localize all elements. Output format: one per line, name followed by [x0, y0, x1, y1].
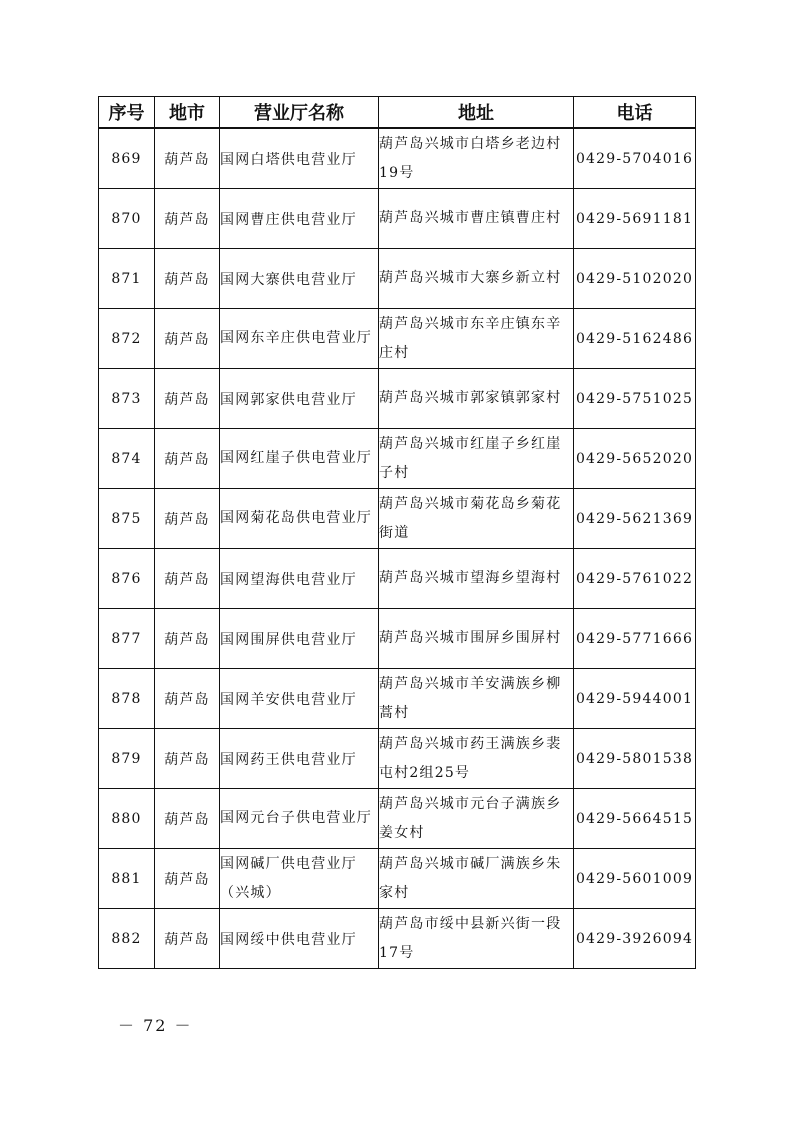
cell-address: 葫芦岛兴城市大寨乡新立村: [379, 249, 574, 309]
cell-address: 葫芦岛兴城市羊安满族乡柳蒿村: [379, 669, 574, 729]
cell-hall-name: 国网菊花岛供电营业厅: [220, 489, 379, 549]
page-number: － 72 －: [118, 1016, 193, 1035]
table-row: [99, 669, 696, 729]
header-city: 地市: [155, 97, 220, 129]
cell-number: 880: [99, 789, 155, 849]
cell-hall-name: 国网绥中供电营业厅: [220, 909, 379, 969]
cell-city: 葫芦岛: [155, 609, 220, 669]
cell-city: 葫芦岛: [155, 849, 220, 909]
cell-address: 葫芦岛兴城市碱厂满族乡朱家村: [379, 849, 574, 909]
cell-address: 葫芦岛兴城市东辛庄镇东辛庄村: [379, 309, 574, 369]
cell-city: 葫芦岛: [155, 669, 220, 729]
cell-phone: 0429-5691181: [574, 189, 696, 249]
cell-number: 877: [99, 609, 155, 669]
cell-city: 葫芦岛: [155, 189, 220, 249]
cell-hall-name: 国网东辛庄供电营业厅: [220, 309, 379, 369]
cell-phone: 0429-5761022: [574, 549, 696, 609]
cell-number: 879: [99, 729, 155, 789]
table-row: [99, 489, 696, 549]
header-phone: 电话: [574, 97, 696, 129]
header-address: 地址: [379, 97, 574, 129]
cell-hall-name: 国网元台子供电营业厅: [220, 789, 379, 849]
cell-phone: 0429-5944001: [574, 669, 696, 729]
table-row: [99, 309, 696, 369]
table-row: [99, 729, 696, 789]
cell-hall-name: 国网药王供电营业厅: [220, 729, 379, 789]
cell-phone: 0429-5751025: [574, 369, 696, 429]
cell-hall-name: 国网望海供电营业厅: [220, 549, 379, 609]
cell-address: 葫芦岛兴城市菊花岛乡菊花街道: [379, 489, 574, 549]
cell-number: 876: [99, 549, 155, 609]
table-row: [99, 249, 696, 309]
header-number: 序号: [99, 97, 155, 129]
cell-hall-name: 国网红崖子供电营业厅: [220, 429, 379, 489]
cell-city: 葫芦岛: [155, 369, 220, 429]
cell-number: 870: [99, 189, 155, 249]
cell-number: 878: [99, 669, 155, 729]
cell-address: 葫芦岛兴城市围屏乡围屏村: [379, 609, 574, 669]
cell-phone: 0429-5652020: [574, 429, 696, 489]
cell-number: 873: [99, 369, 155, 429]
cell-phone: 0429-3926094: [574, 909, 696, 969]
table-row: [99, 549, 696, 609]
cell-city: 葫芦岛: [155, 549, 220, 609]
cell-number: 869: [99, 128, 155, 189]
cell-number: 881: [99, 849, 155, 909]
cell-address: 葫芦岛兴城市白塔乡老边村19号: [379, 128, 574, 189]
cell-hall-name: 国网羊安供电营业厅: [220, 669, 379, 729]
cell-city: 葫芦岛: [155, 789, 220, 849]
cell-address: 葫芦岛兴城市元台子满族乡姜女村: [379, 789, 574, 849]
cell-number: 875: [99, 489, 155, 549]
cell-address: 葫芦岛兴城市郭家镇郭家村: [379, 369, 574, 429]
table-row: [99, 789, 696, 849]
cell-hall-name: 国网曹庄供电营业厅: [220, 189, 379, 249]
table-row: [99, 909, 696, 969]
cell-city: 葫芦岛: [155, 729, 220, 789]
cell-city: 葫芦岛: [155, 309, 220, 369]
cell-city: 葫芦岛: [155, 429, 220, 489]
cell-number: 882: [99, 909, 155, 969]
cell-city: 葫芦岛: [155, 249, 220, 309]
cell-number: 872: [99, 309, 155, 369]
cell-city: 葫芦岛: [155, 489, 220, 549]
cell-phone: 0429-5601009: [574, 849, 696, 909]
cell-address: 葫芦岛市绥中县新兴街一段17号: [379, 909, 574, 969]
cell-address: 葫芦岛兴城市曹庄镇曹庄村: [379, 189, 574, 249]
cell-hall-name: 国网碱厂供电营业厅（兴城）: [220, 849, 379, 909]
table-row: [99, 189, 696, 249]
table-header-row: [99, 97, 696, 129]
cell-hall-name: 国网白塔供电营业厅: [220, 128, 379, 189]
cell-address: 葫芦岛兴城市红崖子乡红崖子村: [379, 429, 574, 489]
cell-city: 葫芦岛: [155, 128, 220, 189]
cell-phone: 0429-5162486: [574, 309, 696, 369]
cell-address: 葫芦岛兴城市望海乡望海村: [379, 549, 574, 609]
cell-hall-name: 国网围屏供电营业厅: [220, 609, 379, 669]
header-hall-name: 营业厅名称: [220, 97, 379, 129]
service-hall-table: [98, 96, 696, 969]
table-body: [99, 128, 696, 969]
cell-phone: 0429-5102020: [574, 249, 696, 309]
table-row: [99, 128, 696, 189]
table-row: [99, 429, 696, 489]
cell-phone: 0429-5664515: [574, 789, 696, 849]
table-row: [99, 369, 696, 429]
cell-phone: 0429-5621369: [574, 489, 696, 549]
cell-hall-name: 国网郭家供电营业厅: [220, 369, 379, 429]
cell-phone: 0429-5704016: [574, 128, 696, 189]
cell-phone: 0429-5801538: [574, 729, 696, 789]
cell-phone: 0429-5771666: [574, 609, 696, 669]
cell-address: 葫芦岛兴城市药王满族乡裴屯村2组25号: [379, 729, 574, 789]
table-row: [99, 849, 696, 909]
cell-city: 葫芦岛: [155, 909, 220, 969]
cell-number: 871: [99, 249, 155, 309]
cell-hall-name: 国网大寨供电营业厅: [220, 249, 379, 309]
table-row: [99, 609, 696, 669]
cell-number: 874: [99, 429, 155, 489]
